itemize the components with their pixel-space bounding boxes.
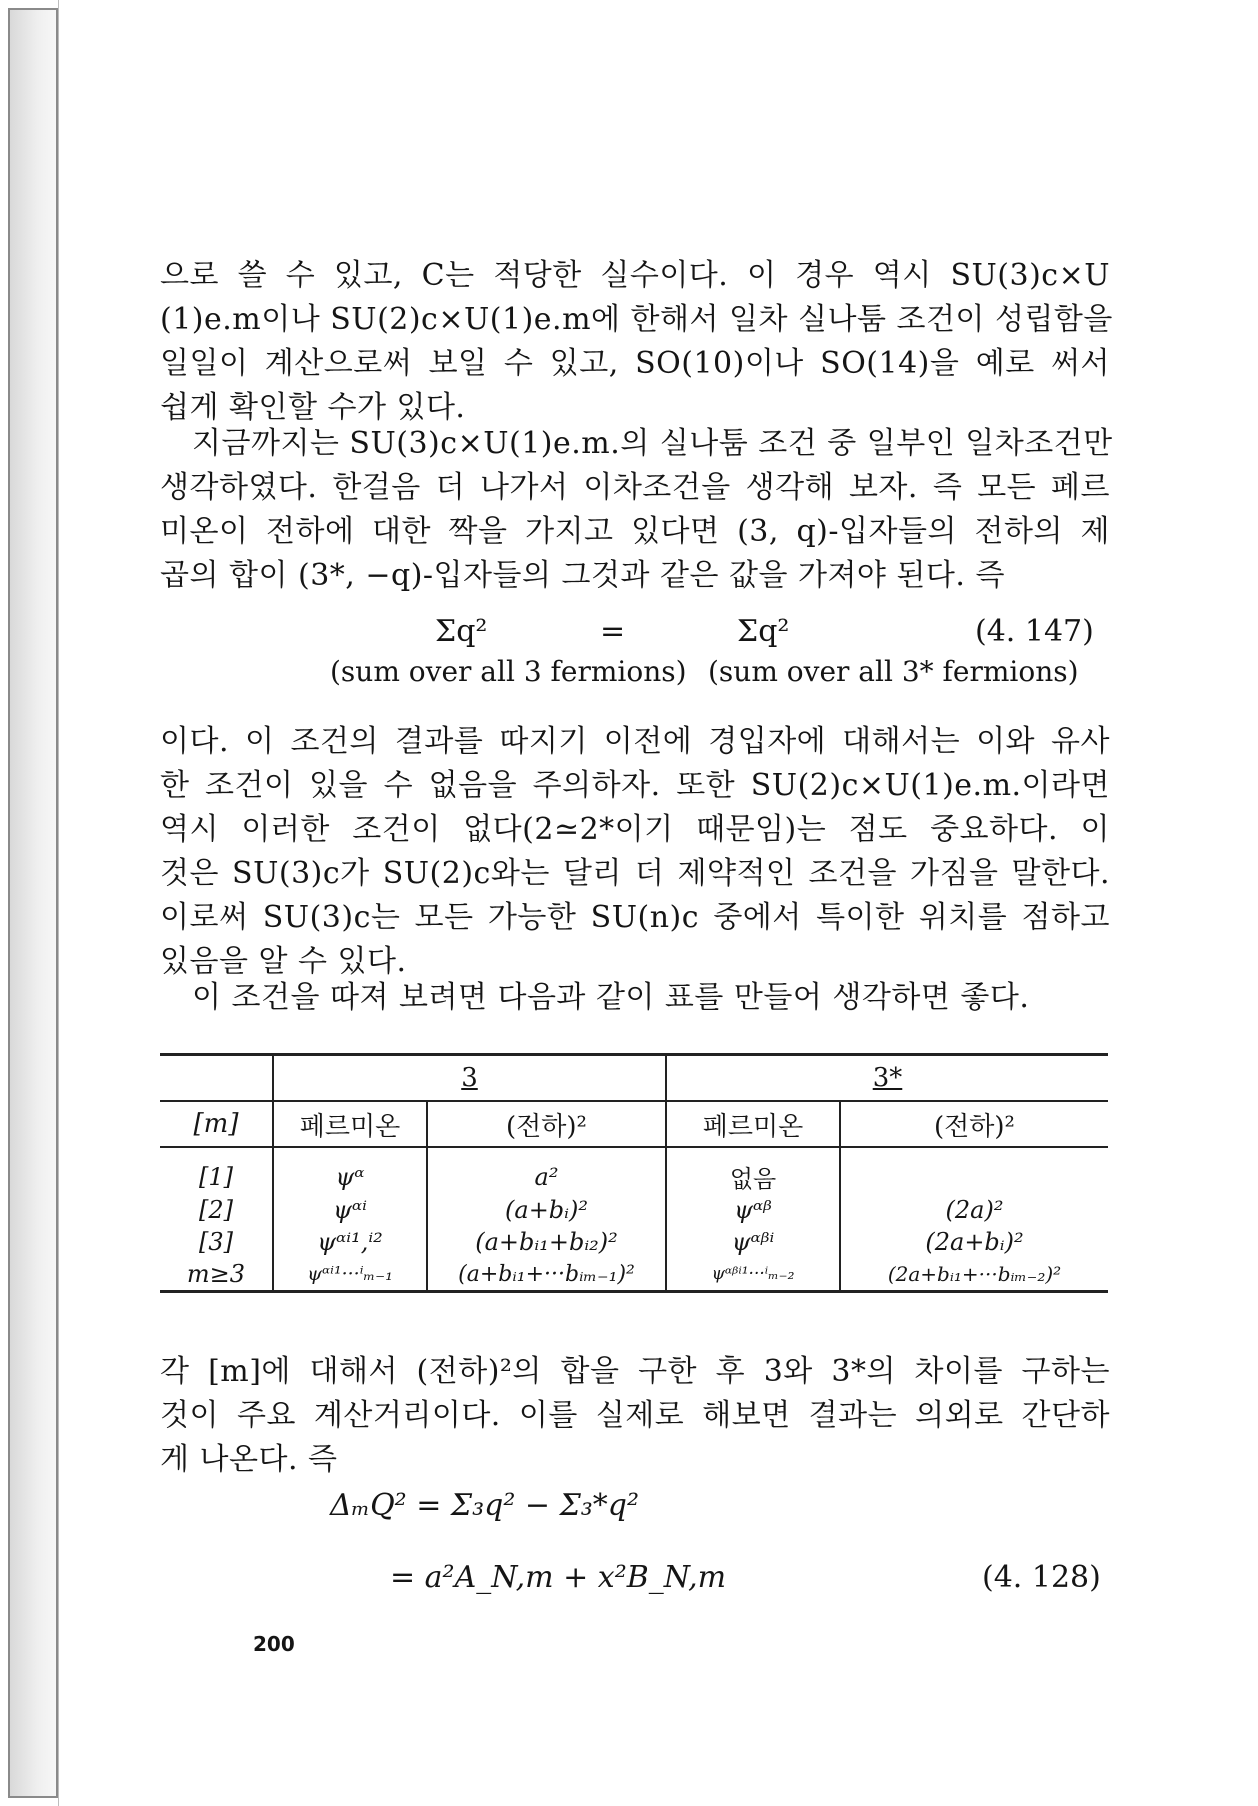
equation-note-left: (sum over all 3 fermions)	[330, 655, 687, 688]
text-line: 쉽게 확인할 수가 있다.	[160, 390, 466, 425]
fermion-header: 페르미온	[666, 1101, 840, 1147]
charge-header: (전하)²	[840, 1101, 1108, 1147]
text-line: 것은 SU(3)c가 SU(2)c와는 달리 더 제약적인 조건을 가짐을 말한다.	[160, 856, 1110, 891]
text-line: 지금까지는 SU(3)c×U(1)e.m.의 실나툼 조건 중 일부인 일차조건만	[192, 426, 1113, 461]
paragraph-5	[160, 1350, 1110, 1482]
text-line: 생각하였다. 한걸음 더 나가서 이차조건을 생각해 보자. 즉 모든 페르	[160, 470, 1110, 505]
table-row: [3] ψᵅⁱ¹,ⁱ² (a+bᵢ₁+bᵢ₂)² ψᵅᵝⁱ (2a+bᵢ)²	[160, 1226, 1108, 1258]
text-line: 한 조건이 있을 수 없음을 주의하자. 또한 SU(2)c×U(1)e.m.이라면	[160, 768, 1110, 803]
text-line: (1)e.m이나 SU(2)c×U(1)e.m에 한해서 일차 실나툼 조건이 성립함을	[160, 302, 1113, 337]
text-line: 이 조건을 따져 보려면 다음과 같이 표를 만들어 생각하면 좋다.	[192, 980, 1030, 1015]
paragraph-4	[160, 976, 1110, 1020]
table-row: [1] ψᵅ a² 없음	[160, 1159, 1108, 1194]
paragraph-3	[160, 720, 1110, 984]
text-line: 곱의 합이 (3*, −q)-입자들의 그것과 같은 값을 가져야 된다. 즉	[160, 558, 1005, 593]
equation-2-line-1: ΔₘQ² = Σ₃q² − Σ₃*q²	[330, 1488, 640, 1523]
text-line: 각 [m]에 대해서 (전하)²의 합을 구한 후 3와 3*의 차이를 구하는	[160, 1354, 1110, 1389]
text-line: 것이 주요 계산거리이다. 이를 실제로 해보면 결과는 의외로 간단하	[160, 1398, 1110, 1433]
text-line: 으로 쓸 수 있고, C는 적당한 실수이다. 이 경우 역시 SU(3)c×U	[160, 258, 1110, 293]
fermion-header: 페르미온	[273, 1101, 427, 1147]
equation-note-right: (sum over all 3* fermions)	[708, 655, 1079, 688]
text-line: 일일이 계산으로써 보일 수 있고, SO(10)이나 SO(14)을 예로 써서	[160, 346, 1110, 381]
paragraph-1	[160, 254, 1113, 430]
charge-header: (전하)²	[427, 1101, 666, 1147]
charge-table	[160, 1053, 1108, 1293]
text-line: 있음을 알 수 있다.	[160, 944, 407, 979]
paragraph-2	[160, 422, 1113, 598]
group-3-header: 3	[273, 1055, 666, 1102]
equation-2-line-2: = a²A_N,m + x²B_N,m	[390, 1560, 727, 1595]
text-line: 이로써 SU(3)c는 모든 가능한 SU(n)c 중에서 특이한 위치를 점하고	[160, 900, 1110, 935]
equation-2-number: (4. 128)	[982, 1560, 1101, 1595]
book-spine	[8, 8, 58, 1798]
text-line: 역시 이러한 조건이 없다(2≃2*이기 때문임)는 점도 중요하다. 이	[160, 812, 1110, 847]
table-row: m≥3 ψᵅⁱ¹···ⁱₘ₋₁ (a+bᵢ₁+···bᵢₘ₋₁)² ψᵅᵝⁱ¹···ⁱₘ₋₂ (2a+bᵢ₁+···bᵢₘ₋₂)²	[160, 1258, 1108, 1292]
text-line: 이다. 이 조건의 결과를 따지기 이전에 경입자에 대해서는 이와 유사	[160, 724, 1110, 759]
equation-lhs: Σq²	[435, 614, 488, 649]
equation-equals: =	[600, 614, 626, 649]
group-3star-header: 3*	[666, 1055, 1108, 1102]
text-line: 미온이 전하에 대한 짝을 가지고 있다면 (3, q)-입자들의 전하의 제	[160, 514, 1110, 549]
text-line: 게 나온다. 즉	[160, 1442, 338, 1477]
m-header: [m]	[160, 1101, 273, 1147]
equation-rhs: Σq²	[737, 614, 790, 649]
table-row: [2] ψᵅⁱ (a+bᵢ)² ψᵅᵝ (2a)²	[160, 1194, 1108, 1226]
page-number: 200	[253, 1632, 295, 1656]
equation-number: (4. 147)	[975, 614, 1094, 649]
